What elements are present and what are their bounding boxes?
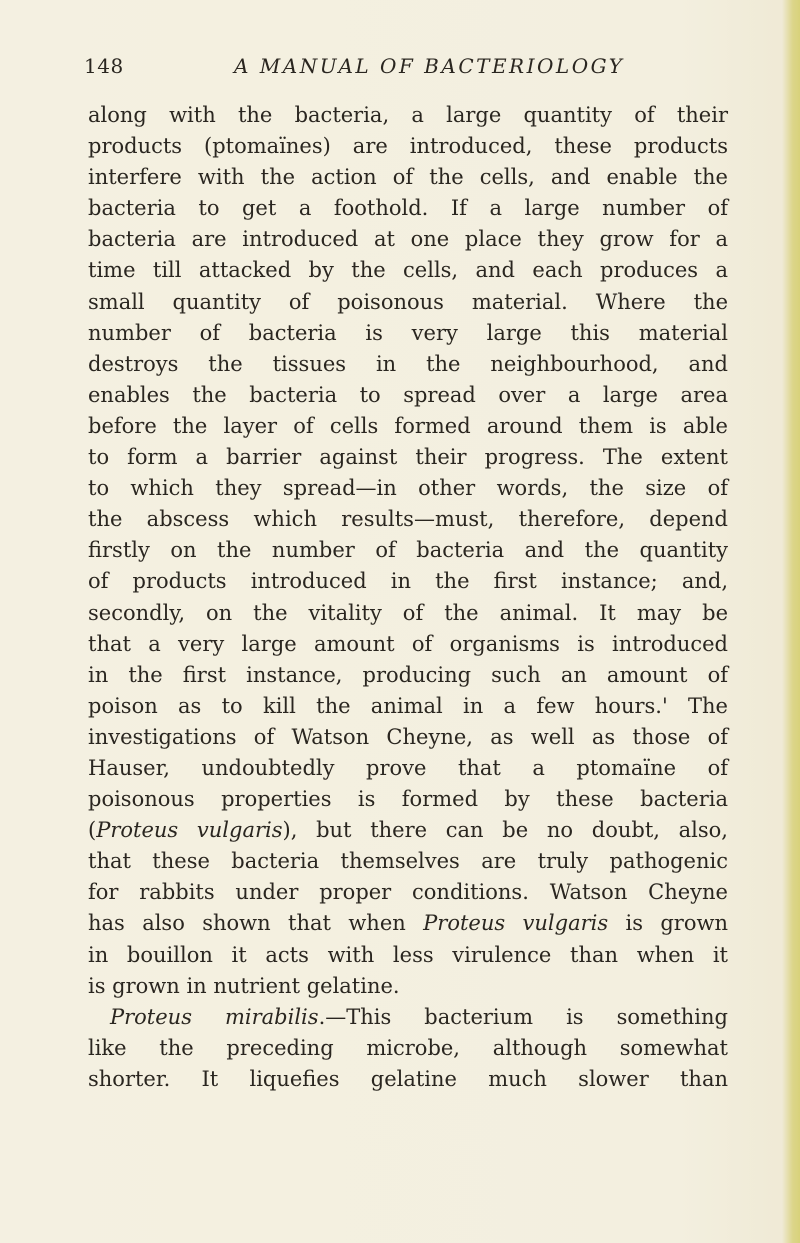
text-line: along with the bacteria, a large quantity of their <box>88 103 728 127</box>
text-line: before the layer of cells formed around them is able <box>88 413 728 438</box>
text-line: to form a barrier against their progress. The extent <box>88 445 728 470</box>
text-line: enables the bacteria to spread over a large area <box>88 382 728 407</box>
text-line: firstly on the number of bacteria and the quantity <box>88 538 728 563</box>
species-name: Proteus mirabilis <box>110 1004 319 1029</box>
text-line: poison as to kill the animal in a few hours.' The <box>88 693 728 718</box>
text-line: is grown in nutrient gelatine. <box>88 973 400 998</box>
text-line: bacteria are introduced at one place they grow for a <box>88 227 728 252</box>
text-line: like the preceding microbe, although somewhat <box>88 1035 728 1060</box>
text-line: Hauser, undoubtedly prove that a ptomaïne of <box>88 755 728 780</box>
running-title: A MANUAL OF BACTERIOLOGY <box>234 54 625 78</box>
text-line: shorter. It liquefies gelatine much slower than <box>88 1066 728 1091</box>
text-line: to which they spread—in other words, the size of <box>88 476 728 501</box>
page-header <box>84 54 724 84</box>
text-line: bacteria to get a foothold. If a large number of <box>88 196 728 221</box>
text-line: Proteus mirabilis.—This bacterium is something <box>110 1004 728 1029</box>
text-line: (Proteus vulgaris), but there can be no doubt, also, <box>88 818 728 843</box>
text-line: time till attacked by the cells, and each produces a <box>88 258 728 283</box>
text-line: of products introduced in the first instance; and, <box>88 569 728 594</box>
text-line: number of bacteria is very large this material <box>88 320 728 345</box>
text-line: for rabbits under proper conditions. Watson Cheyne <box>88 880 728 905</box>
page-number: 148 <box>84 54 124 78</box>
text-line: destroys the tissues in the neighbourhood, and <box>88 351 728 376</box>
species-name: Proteus vulgaris <box>96 818 283 843</box>
body-text <box>88 100 728 1095</box>
text-line: that these bacteria themselves are truly pathogenic <box>88 849 728 874</box>
text-line: products (ptomaïnes) are introduced, these products <box>88 134 728 159</box>
species-name: Proteus vulgaris <box>423 911 609 936</box>
text-line: investigations of Watson Cheyne, as well as those of <box>88 724 728 749</box>
text-line: small quantity of poisonous material. Where the <box>88 289 728 314</box>
text-line: that a very large amount of organisms is introduced <box>88 631 728 656</box>
text-line: in bouillon it acts with less virulence than when it <box>88 942 728 967</box>
text-line: secondly, on the vitality of the animal. It may be <box>88 600 728 625</box>
text-line: interfere with the action of the cells, and enable the <box>88 165 728 190</box>
text-line: the abscess which results—must, therefore, depend <box>88 507 728 532</box>
text-line: has also shown that when Proteus vulgaris is grown <box>88 911 728 936</box>
page-edge <box>782 0 800 1243</box>
text-line: in the first instance, producing such an amount of <box>88 662 728 687</box>
text-line: poisonous properties is formed by these bacteria <box>88 787 728 812</box>
